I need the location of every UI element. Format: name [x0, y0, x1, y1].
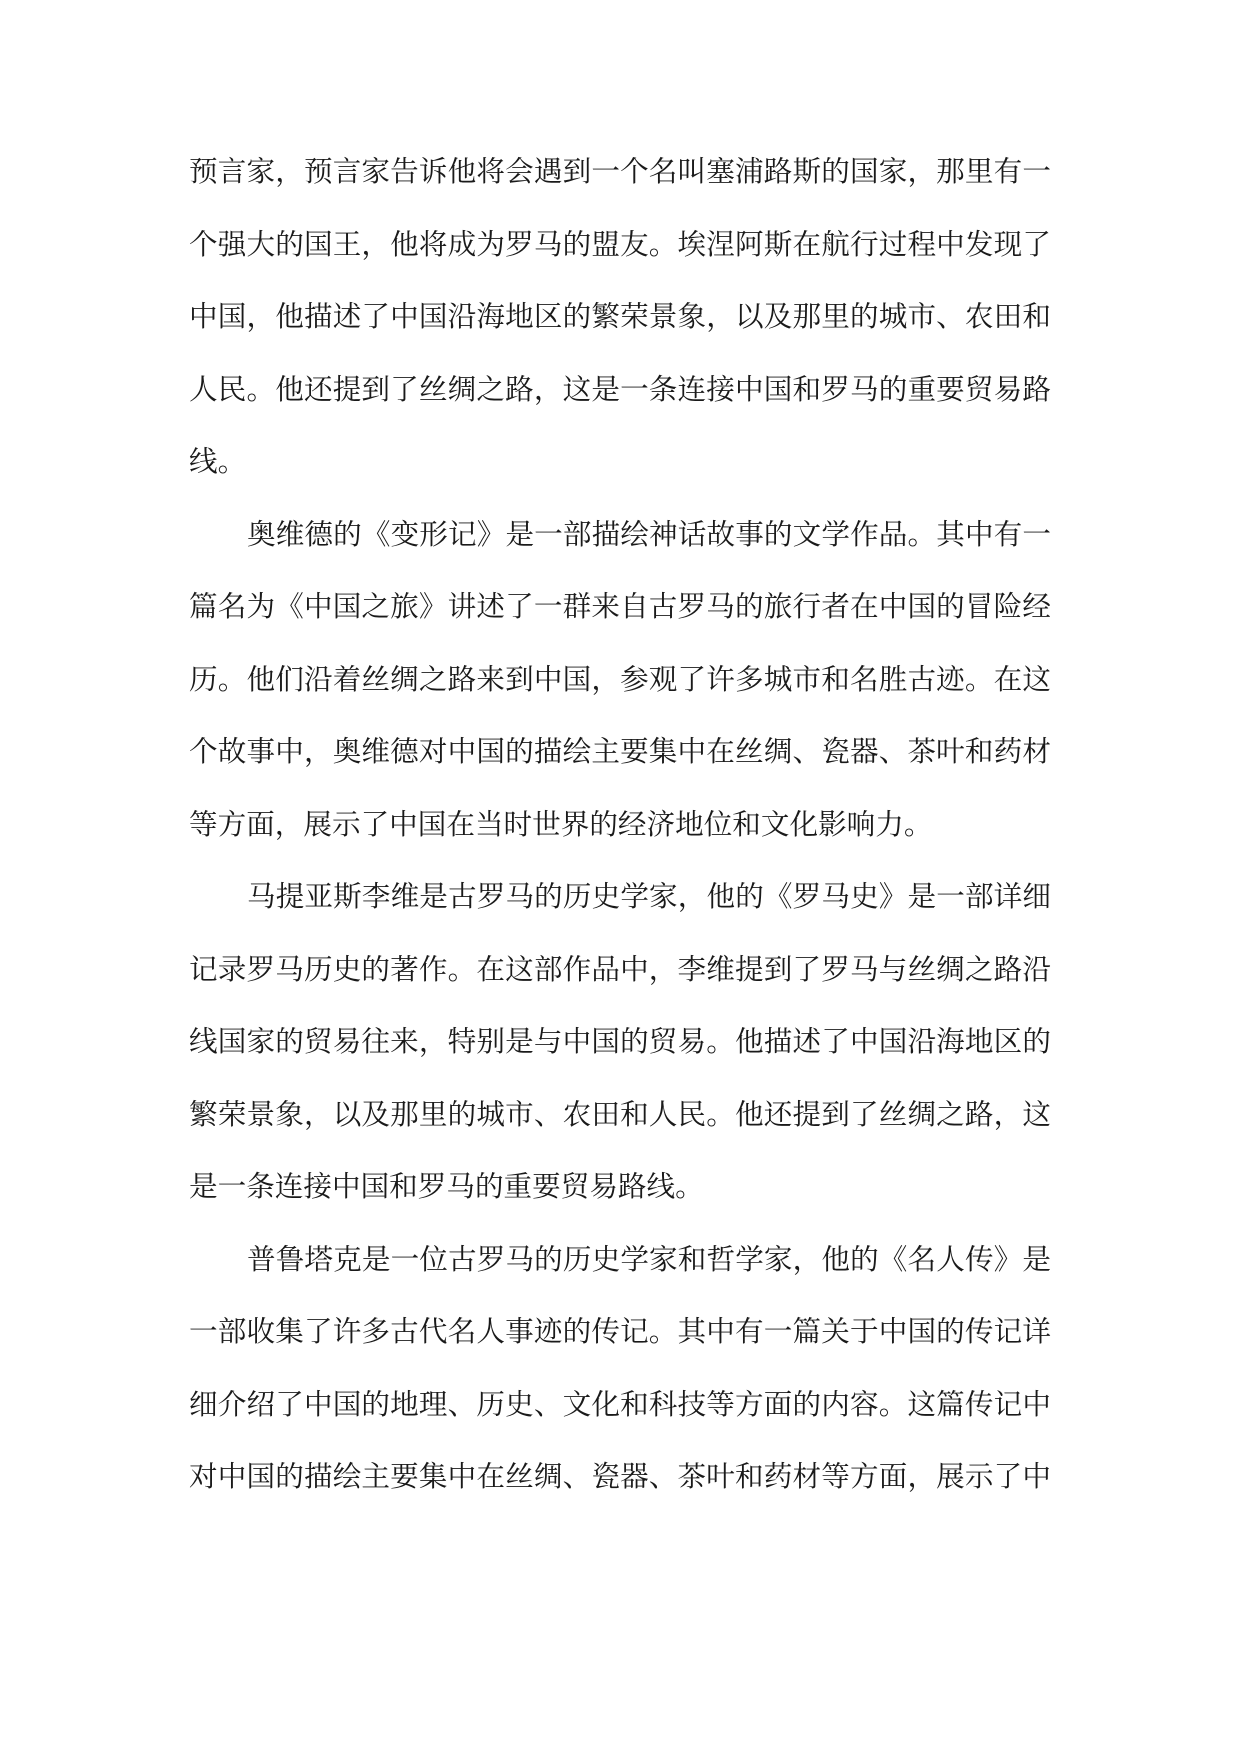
paragraph-3 [189, 860, 1051, 1223]
text-line: 篇名为《中国之旅》讲述了一群来自古罗马的旅行者在中国的冒险经 [189, 589, 1051, 623]
text-line: 等方面，展示了中国在当时世界的经济地位和文化影响力。 [189, 806, 933, 841]
text-line: 细介绍了中国的地理、历史、文化和科技等方面的内容。这篇传记中 [189, 1386, 1051, 1421]
text-line: 中国，他描述了中国沿海地区的繁荣景象，以及那里的城市、农田和 [189, 299, 1051, 333]
text-line: 记录罗马历史的著作。在这部作品中，李维提到了罗马与丝绸之路沿 [189, 951, 1051, 986]
text-line: 历。他们沿着丝绸之路来到中国，参观了许多城市和名胜古迹。在这 [189, 661, 1051, 696]
paragraph-4 [189, 1223, 1051, 1513]
text-line: 是一条连接中国和罗马的重要贸易路线。 [189, 1169, 704, 1203]
text-line: 线。 [189, 444, 247, 478]
text-line: 线国家的贸易往来，特别是与中国的贸易。他描述了中国沿海地区的 [189, 1024, 1051, 1058]
text-line: 对中国的描绘主要集中在丝绸、瓷器、茶叶和药材等方面，展示了中 [189, 1459, 1051, 1493]
paragraph-2 [189, 498, 1051, 861]
text-line: 奥维德的《变形记》是一部描绘神话故事的文学作品。其中有一 [247, 516, 1051, 551]
text-line: 个强大的国王，他将成为罗马的盟友。埃涅阿斯在航行过程中发现了 [189, 226, 1051, 261]
text-line: 一部收集了许多古代名人事迹的传记。其中有一篇关于中国的传记详 [189, 1314, 1051, 1348]
document-body [189, 135, 1051, 1513]
text-line: 繁荣景象，以及那里的城市、农田和人民。他还提到了丝绸之路，这 [189, 1096, 1051, 1131]
paragraph-1 [189, 135, 1051, 498]
text-line: 预言家，预言家告诉他将会遇到一个名叫塞浦路斯的国家，那里有一 [189, 154, 1051, 188]
text-line: 马提亚斯李维是古罗马的历史学家，他的《罗马史》是一部详细 [247, 879, 1051, 913]
text-line: 个故事中，奥维德对中国的描绘主要集中在丝绸、瓷器、茶叶和药材 [189, 734, 1051, 768]
text-line: 人民。他还提到了丝绸之路，这是一条连接中国和罗马的重要贸易路 [189, 371, 1051, 406]
text-line: 普鲁塔克是一位古罗马的历史学家和哲学家，他的《名人传》是 [247, 1241, 1051, 1276]
